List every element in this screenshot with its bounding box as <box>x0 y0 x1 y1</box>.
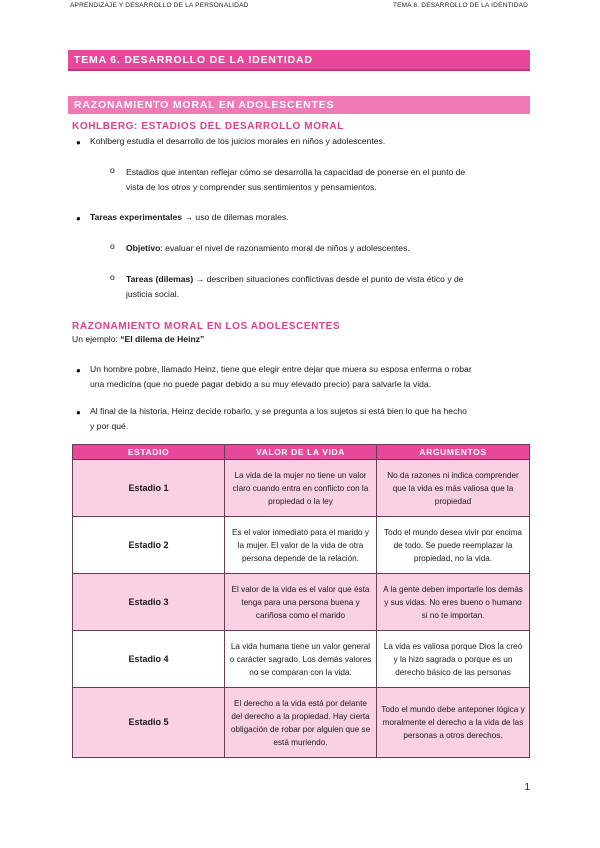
objetivo-label: Objetivo <box>126 243 161 253</box>
kohlberg-sub-2 <box>126 241 410 256</box>
col-header-estadio: ESTADIO <box>73 445 225 460</box>
chapter-title-band <box>68 50 530 71</box>
chapter-title: TEMA 6. DESARROLLO DE LA IDENTIDAD <box>74 54 313 66</box>
cell-argumento: La vida es valiosa porque Dios la creó y la hizo sagrada o porque es un derecho básico de las personas <box>377 631 530 688</box>
heinz-heading: RAZONAMIENTO MORAL EN LOS ADOLESCENTES <box>72 321 341 332</box>
example-title: “El dilema de Heinz” <box>120 334 205 344</box>
heinz-example <box>72 332 204 347</box>
kohlberg-bullet-1: Kohlberg estudia el desarrollo de los juicios morales en niños y adolescentes. <box>90 136 386 146</box>
cell-argumento: Todo el mundo debe anteponer lógica y moralmente el derecho a la vida de las personas a otros derechos. <box>377 688 530 758</box>
table-row <box>73 460 530 517</box>
tareas-text: → uso de dilemas morales. <box>182 212 289 222</box>
cell-estadio: Estadio 2 <box>73 517 225 574</box>
table-row <box>73 688 530 758</box>
running-header-left: APRENDIZAJE Y DESARROLLO DE LA PERSONALIDAD <box>70 2 249 9</box>
cell-estadio: Estadio 5 <box>73 688 225 758</box>
stages-table <box>72 444 530 758</box>
table-row <box>73 574 530 631</box>
heinz-paragraph-1-line2: una medicina (que no puede pagar debido a su muy elevado precio) para salvarle la vida. <box>90 379 432 389</box>
circle-bullet-icon: o <box>110 241 115 251</box>
cell-argumento: No da razones ni indica comprender que la vida es más valiosa que la propiedad <box>377 460 530 517</box>
kohlberg-sub-1-line1: Estadios que intentan reflejar cómo se desarrolla la capacidad de ponerse en el punto de <box>126 167 466 177</box>
objetivo-text: : evaluar el nivel de razonamiento moral de niños y adolescentes. <box>160 243 410 253</box>
kohlberg-bullet-2 <box>90 210 289 225</box>
cell-argumento: A la gente deben importarle los demás y sus vidas. No eres bueno o humano si no te importan. <box>377 574 530 631</box>
dilemas-label: Tareas (dilemas) <box>126 274 194 284</box>
kohlberg-sub-3-line2: justicia social. <box>126 289 180 299</box>
bullet-icon: ● <box>76 138 81 147</box>
cell-valor: La vida humana tiene un valor general o carácter sagrado. Los demás valores no se comparan con la vida. <box>225 631 377 688</box>
col-header-valor: VALOR DE LA VIDA <box>225 445 377 460</box>
cell-valor: Es el valor inmediato para el marido y la mujer. El valor de la vida de otra persona depende de la relación. <box>225 517 377 574</box>
table-row <box>73 631 530 688</box>
section-title-band <box>68 96 530 114</box>
col-header-argumentos: ARGUMENTOS <box>377 445 530 460</box>
table-header-row <box>73 445 530 460</box>
section-title: RAZONAMIENTO MORAL EN ADOLESCENTES <box>74 99 335 111</box>
circle-bullet-icon: o <box>110 165 115 175</box>
circle-bullet-icon: o <box>110 272 115 282</box>
cell-valor: El derecho a la vida está por delante del derecho a la propiedad. Hay cierta obligación de robar por alguien que se está muriendo. <box>225 688 377 758</box>
heinz-paragraph-2-line1: Al final de la historia, Heinz decide robarlo, y se pregunta a los sujetos si está bien lo que ha hecho <box>90 406 467 416</box>
cell-estadio: Estadio 1 <box>73 460 225 517</box>
cell-valor: El valor de la vida es el valor que ésta tenga para una persona buena y cariñosa como el marido <box>225 574 377 631</box>
example-prefix: Un ejemplo: <box>72 334 121 344</box>
bullet-icon: ● <box>76 214 81 223</box>
bullet-icon: ● <box>76 366 81 375</box>
page-number: 1 <box>524 782 530 793</box>
cell-valor: La vida de la mujer no tiene un valor claro cuando entra en conflicto con la propiedad o la ley <box>225 460 377 517</box>
cell-estadio: Estadio 3 <box>73 574 225 631</box>
running-header-right: TEMA 6. DESARROLLO DE LA IDENTIDAD <box>392 2 528 9</box>
kohlberg-sub-1-line2: vista de los otros y comprender sus sentimientos y pensamientos. <box>126 182 377 192</box>
cell-argumento: Todo el mundo desea vivir por encima de todo. Se puede reemplazar la propiedad, no la vida. <box>377 517 530 574</box>
cell-estadio: Estadio 4 <box>73 631 225 688</box>
bullet-icon: ● <box>76 408 81 417</box>
table-row <box>73 517 530 574</box>
tareas-label: Tareas experimentales <box>90 212 183 222</box>
kohlberg-sub-3-line1 <box>126 272 464 287</box>
heinz-paragraph-1-line1: Un hombre pobre, llamado Heinz, tiene que elegir entre dejar que muera su esposa enferma o robar <box>90 364 472 374</box>
heinz-paragraph-2-line2: y por qué. <box>90 421 129 431</box>
kohlberg-heading: KOHLBERG: ESTADIOS DEL DESARROLLO MORAL <box>72 121 344 132</box>
dilemas-text: → describen situaciones conflictivas desde el punto de vista ético y de <box>193 274 464 284</box>
